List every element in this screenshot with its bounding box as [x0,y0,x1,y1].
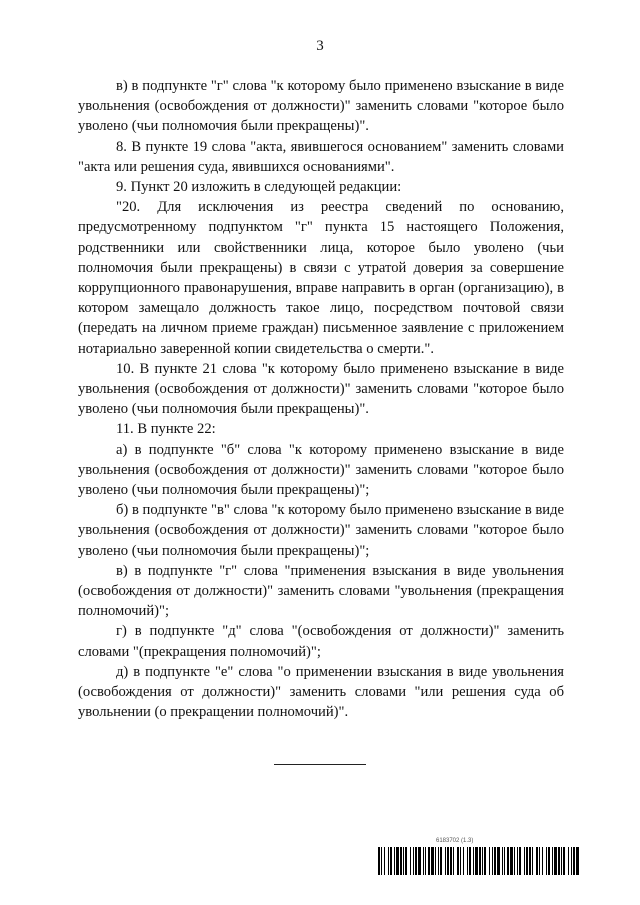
paragraph-11v: в) в подпункте "г" слова "применения взыскания в виде увольнения (освобождения от должности)" заменить словами "увольнения (прекращения полномочий)"; [78,562,564,620]
document-body [78,76,564,723]
paragraph-9: 9. Пункт 20 изложить в следующей редакции: [116,179,402,196]
document-code: 6183702 (1.3) [436,838,474,844]
paragraph-20-text: "20. Для исключения из реестра сведений по основанию, предусмотренному подпунктом "г" пункта 15 настоящего Положения, родственники или свойственники лица, которое было уволено (чьи полномочия были прекращены) в связи с утратой доверия за совершение коррупционного правонарушения, вправе направить в орган (организацию), в котором замещало должность такое лицо, посредством почтовой связи (передать на личном приеме граждан) письменное заявление с приложением нотариально заверенной копии свидетельства о смерти.". [78,199,564,357]
paragraph-8: 8. В пункте 19 слова "акта, явившегося основанием" заменить словами "акта или решения суда, явившихся основаниями". [78,138,564,175]
paragraph-11g: г) в подпункте "д" слова "(освобождения от должности)" заменить словами "(прекращения полномочий)"; [78,623,564,660]
page-number: 3 [316,38,324,54]
end-separator-line [274,764,366,765]
paragraph-3v: в) в подпункте "г" слова "к которому было применено взыскание в виде увольнения (освобождения от должности)" заменить словами "которое было уволено (чьи полномочия были прекращены)". [78,78,564,135]
paragraph-11d: д) в подпункте "е" слова "о применении взыскания в виде увольнения (освобождения от должности)" заменить словами "или решения суда об увольнении (о прекращении полномочий)". [78,663,564,721]
barcode [378,847,580,875]
paragraph-10: 10. В пункте 21 слова "к которому было применено взыскание в виде увольнения (освобождения от должности)" заменить словами "которое было уволено (чьи полномочия были прекращены)". [78,360,564,418]
paragraph-11: 11. В пункте 22: [116,421,216,438]
paragraph-11b: б) в подпункте "в" слова "к которому было применено взыскание в виде увольнения (освобождения от должности)" заменить словами "которое было уволено (чьи полномочия были прекращены)"; [78,502,564,559]
paragraph-11a: а) в подпункте "б" слова "к которому применено взыскание в виде увольнения (освобождения от должности)" заменить словами "которое было уволено (чьи полномочия были прекращены)"; [78,441,564,499]
